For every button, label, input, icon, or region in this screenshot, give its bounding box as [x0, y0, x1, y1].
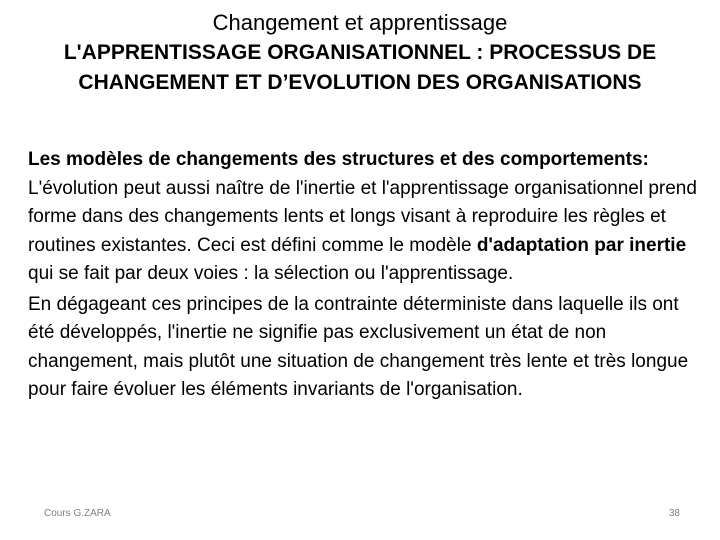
slide-title	[20, 8, 700, 98]
body-paragraph-2: En dégageant ces principes de la contrainte déterministe dans laquelle ils ont été développés, l'inertie ne signifie pas exclusivement un état de non changement, mais plutôt une situation de changement très lente et très longue pour faire évoluer les éléments invariants de l'organisation.	[28, 293, 689, 400]
footer-author: Cours G.ZARA	[44, 508, 111, 519]
paragraph-1-text-end: qui se fait par deux voies : la sélection ou l'apprentissage.	[28, 263, 514, 284]
title-main: L'APPRENTISSAGE ORGANISATIONNEL : PROCESSUS DE CHANGEMENT ET D’EVOLUTION DES ORGANISATIONS	[63, 41, 657, 94]
slide-body	[28, 146, 700, 405]
paragraph-1-text-start: L'évolution peut aussi naître de l'inertie et l'apprentissage organisationnel prend forme dans des changements lents et longs visant à reproduire les règles et routines existantes. Ceci est défini comme le modèle	[28, 177, 697, 256]
body-paragraph-1	[28, 175, 700, 289]
body-heading: Les modèles de changements des structures et des comportements:	[28, 149, 649, 170]
page-number: 38	[668, 508, 680, 519]
title-subject: Changement et apprentissage	[212, 10, 508, 35]
paragraph-1-bold-term: d'adaptation par inertie	[476, 234, 687, 256]
